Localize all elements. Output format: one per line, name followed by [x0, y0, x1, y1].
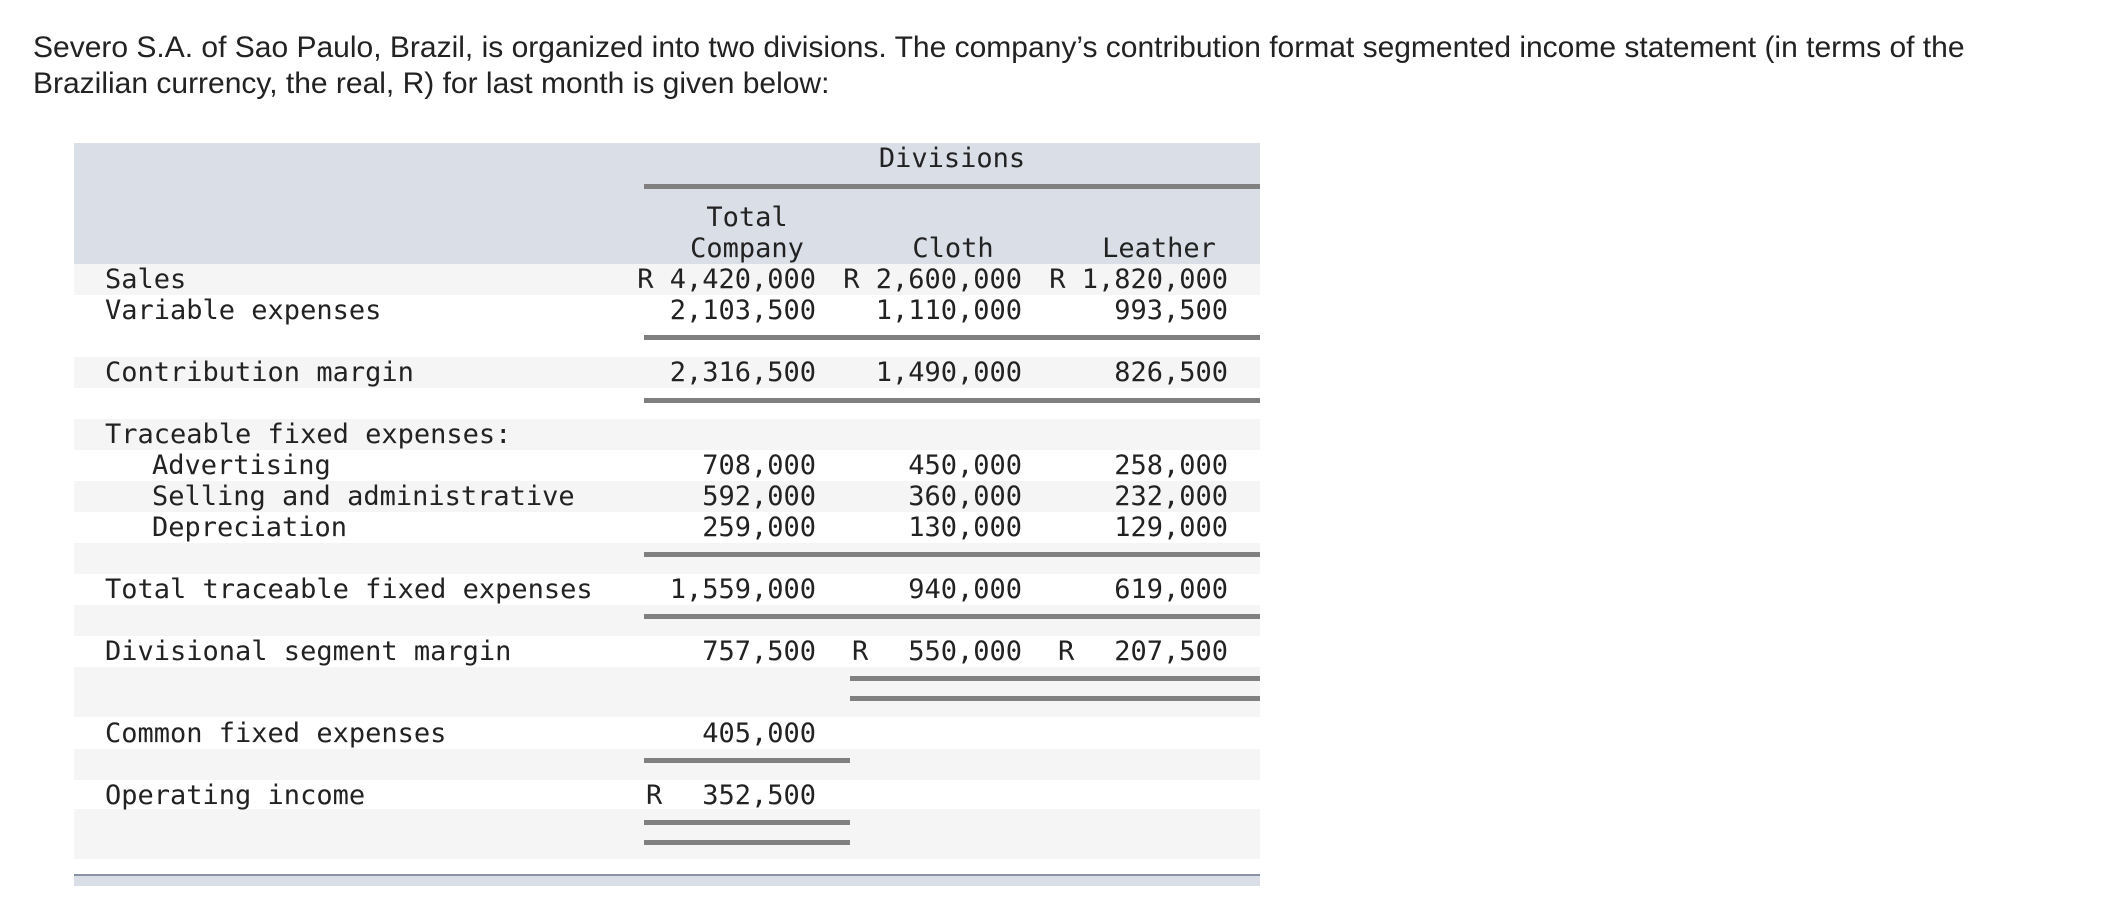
total-company-header-line1: Total	[706, 202, 788, 233]
total-company-header-line2: Company	[690, 233, 804, 264]
segment-margin-cloth-currency: R	[852, 636, 869, 667]
label-segment-margin: Divisional segment margin	[105, 636, 512, 667]
cm-leather: 826,500	[1114, 357, 1228, 388]
sales-cloth: R 2,600,000	[843, 264, 1022, 295]
rule-after-total-traceable	[644, 614, 1260, 619]
band-bottom	[74, 809, 1260, 859]
advertising-leather: 258,000	[1114, 450, 1228, 481]
rule-after-variable	[644, 335, 1260, 340]
double-rule-segment-1	[850, 676, 1260, 681]
operating-income-total: 352,500	[702, 780, 816, 811]
depreciation-cloth: 130,000	[908, 512, 1022, 543]
segmented-income-statement	[74, 143, 1260, 883]
sales-leather: R 1,820,000	[1049, 264, 1228, 295]
double-rule-operating-2	[644, 840, 850, 845]
segment-margin-leather: 207,500	[1114, 636, 1228, 667]
cloth-header: Cloth	[912, 233, 994, 264]
segment-margin-leather-currency: R	[1058, 636, 1075, 667]
divisions-header: Divisions	[878, 143, 1026, 174]
rule-after-depreciation	[644, 552, 1260, 557]
depreciation-leather: 129,000	[1114, 512, 1228, 543]
cm-cloth: 1,490,000	[875, 357, 1022, 388]
total-traceable-total: 1,559,000	[669, 574, 816, 605]
advertising-cloth: 450,000	[908, 450, 1022, 481]
segment-margin-cloth: 550,000	[908, 636, 1022, 667]
segment-margin-total: 757,500	[702, 636, 816, 667]
variable-total: 2,103,500	[669, 295, 816, 326]
label-selling-admin: Selling and administrative	[152, 481, 575, 512]
divisions-rule	[644, 184, 1260, 189]
selling-cloth: 360,000	[908, 481, 1022, 512]
band-common-gap	[74, 749, 1260, 780]
selling-total: 592,000	[702, 481, 816, 512]
total-traceable-cloth: 940,000	[908, 574, 1022, 605]
advertising-total: 708,000	[702, 450, 816, 481]
common-fixed-total: 405,000	[702, 718, 816, 749]
band-total-traceable	[74, 605, 1260, 636]
label-variable-expenses: Variable expenses	[105, 295, 382, 326]
sales-total: R 4,420,000	[637, 264, 816, 295]
intro-paragraph: Severo S.A. of Sao Paulo, Brazil, is organized into two divisions. The company’s contribution format segmented income statement (in terms of the Brazilian currency, the real, R) for last month is given below:	[33, 31, 1965, 100]
variable-cloth: 1,110,000	[875, 295, 1022, 326]
operating-income-currency: R	[646, 780, 663, 811]
label-common-fixed: Common fixed expenses	[105, 718, 447, 749]
cm-total: 2,316,500	[669, 357, 816, 388]
selling-leather: 232,000	[1114, 481, 1228, 512]
variable-leather: 993,500	[1114, 295, 1228, 326]
rule-after-cm	[644, 398, 1260, 403]
label-total-traceable: Total traceable fixed expenses	[105, 574, 593, 605]
depreciation-total: 259,000	[702, 512, 816, 543]
band-gap1	[74, 543, 1260, 574]
label-advertising: Advertising	[152, 450, 331, 481]
label-sales: Sales	[105, 264, 187, 295]
label-depreciation: Depreciation	[152, 512, 348, 543]
rule-after-common	[644, 758, 850, 763]
label-contribution-margin: Contribution margin	[105, 357, 414, 388]
double-rule-segment-2	[850, 696, 1260, 701]
double-rule-operating-1	[644, 820, 850, 825]
band-gap2	[74, 667, 1260, 717]
label-operating-income: Operating income	[105, 780, 366, 811]
total-traceable-leather: 619,000	[1114, 574, 1228, 605]
table-bottom-bar	[74, 874, 1260, 886]
label-traceable-fixed: Traceable fixed expenses:	[105, 419, 512, 450]
leather-header: Leather	[1102, 233, 1216, 264]
